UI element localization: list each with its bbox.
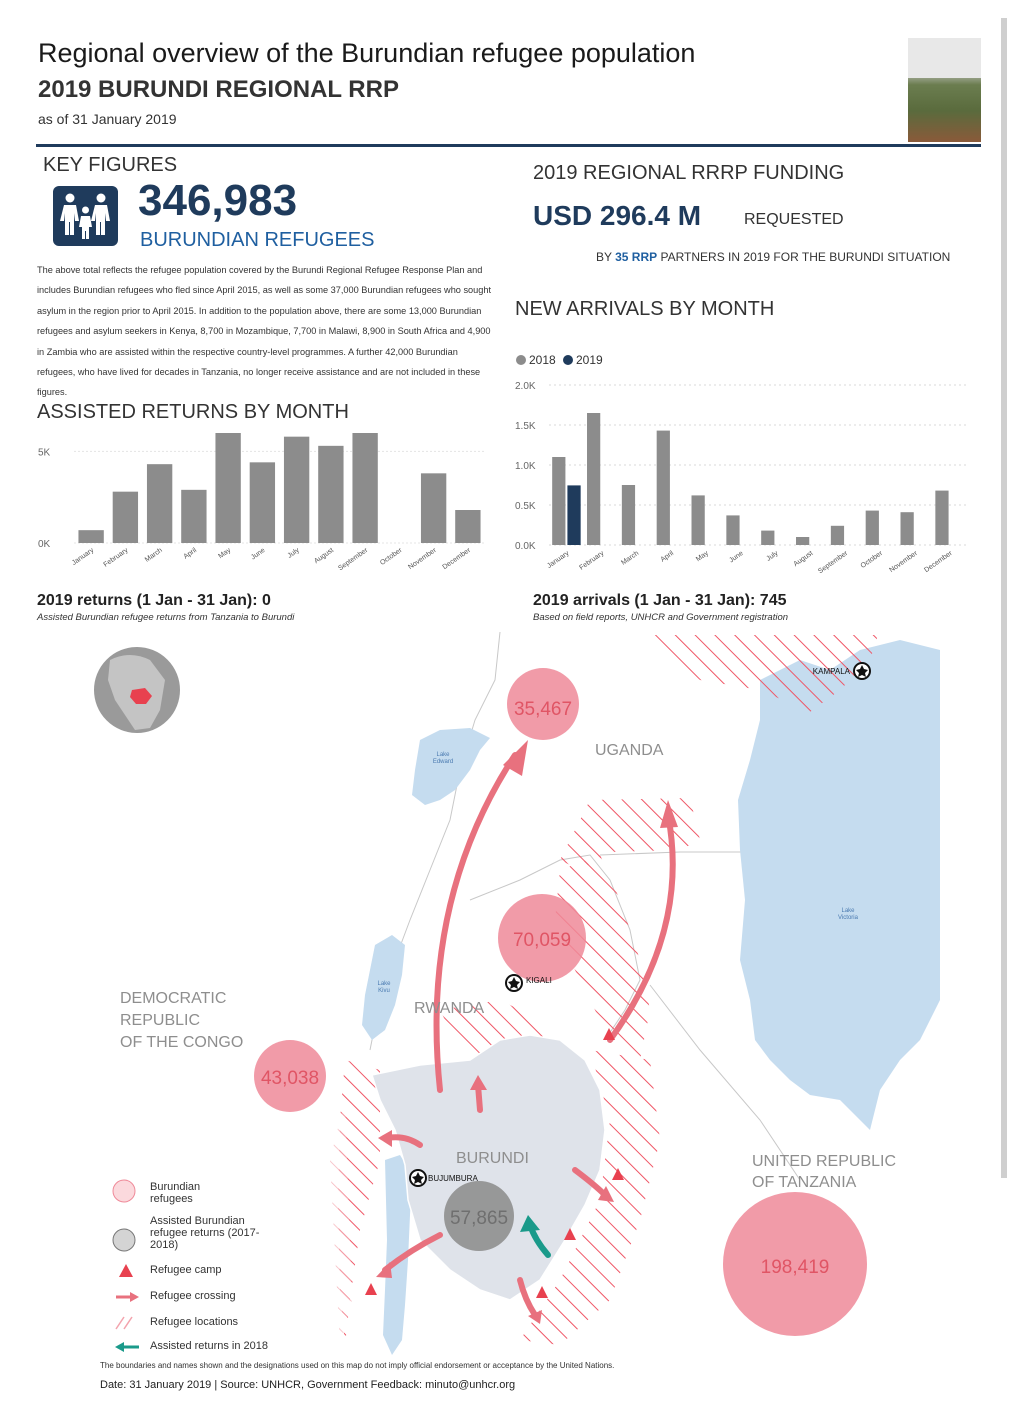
assisted-returns-heading: ASSISTED RETURNS BY MONTH xyxy=(37,401,349,423)
tanzania-bubble-value: 198,419 xyxy=(760,1257,830,1278)
arrivals-x-tick: April xyxy=(659,549,676,564)
new-arrivals-chart xyxy=(505,345,975,595)
arrowhead-drc xyxy=(378,1130,392,1147)
arrivals-x-tick: May xyxy=(695,549,710,564)
legend-return-arrow-icon xyxy=(112,1339,142,1355)
arrivals-2019-total: 2019 arrivals (1 Jan - 31 Jan): 745 xyxy=(533,592,787,609)
uganda-label: UGANDA xyxy=(595,742,664,759)
arrivals-bar-2018 xyxy=(552,457,565,545)
page-subtitle: 2019 BURUNDI REGIONAL RRP xyxy=(38,76,399,103)
arrivals-x-tick: September xyxy=(817,549,850,576)
arrivals-y-tick: 1.5K xyxy=(515,421,536,432)
as-of-date: as of 31 January 2019 xyxy=(38,111,177,127)
returns-bar xyxy=(181,490,206,543)
kigali-label: KIGALI xyxy=(526,976,552,985)
arrivals-x-tick: November xyxy=(888,549,919,575)
partners-suffix: PARTNERS IN 2019 FOR THE BURUNDI SITUATION xyxy=(657,250,951,264)
returns-bar xyxy=(147,464,172,543)
new-arrivals-heading: NEW ARRIVALS BY MONTH xyxy=(515,298,775,320)
drc-bubble-value: 43,038 xyxy=(260,1068,320,1089)
family-icon-glyph xyxy=(53,186,118,246)
arrivals-y-tick: 0.5K xyxy=(515,501,536,512)
arrivals-y-tick: 0.0K xyxy=(515,541,536,552)
drc-label-line3: OF THE CONGO xyxy=(120,1034,244,1051)
arrivals-bar-2018 xyxy=(796,537,809,545)
tanzania-label-line1: UNITED REPUBLIC xyxy=(752,1153,897,1170)
lake-victoria-label-1: Lake xyxy=(841,908,855,914)
arrivals-bar-2018 xyxy=(866,511,879,545)
legend-2018-dot xyxy=(516,355,526,365)
partners-count: 35 RRP xyxy=(615,250,658,264)
legend-assisted-returns-label: Assisted Burundian refugee returns (2017-2018) xyxy=(150,1215,260,1251)
tanzania-label-line2: OF TANZANIA xyxy=(752,1174,857,1191)
arrivals-bar-2018 xyxy=(831,526,844,545)
returns-x-labels xyxy=(71,547,473,573)
returns-x-tick: July xyxy=(286,546,301,560)
returns-bar xyxy=(318,446,343,543)
returns-2019-total: 2019 returns (1 Jan - 31 Jan): 0 xyxy=(37,592,271,609)
page-title: Regional overview of the Burundian refugee population xyxy=(38,38,696,68)
rwanda-bubble-value: 70,059 xyxy=(512,930,572,951)
funding-requested-label: REQUESTED xyxy=(744,211,844,228)
arrivals-x-tick: August xyxy=(792,549,815,569)
bujumbura-label: BUJUMBURA xyxy=(428,1174,478,1183)
returns-bar xyxy=(352,433,377,543)
legend-refugee-locations-label: Refugee locations xyxy=(150,1316,239,1328)
returns-bars xyxy=(78,433,480,543)
uganda-bubble-value: 35,467 xyxy=(513,699,573,720)
legend-returns-circle-icon xyxy=(112,1228,138,1254)
returns-x-tick: November xyxy=(407,546,438,572)
lake-kivu-label-1: Lake xyxy=(377,981,391,987)
camp-icon-4 xyxy=(536,1286,548,1298)
lake-victoria xyxy=(738,640,940,1130)
burundi-label: BURUNDI xyxy=(456,1150,529,1167)
lake-victoria-label-2: Victoria xyxy=(838,915,858,921)
arrivals-bar-2018 xyxy=(901,512,914,545)
page-scrollbar[interactable] xyxy=(1001,18,1007,1178)
returns-x-tick: April xyxy=(182,546,199,561)
arrivals-y-tick: 2.0K xyxy=(515,381,536,392)
rwanda-label: RWANDA xyxy=(414,1000,485,1017)
cover-band xyxy=(908,38,981,78)
map-disclaimer: The boundaries and names shown and the designations used on this map do not imply official endorsement or acceptance by the United Nations. xyxy=(100,1361,615,1370)
returns-bar xyxy=(455,510,480,543)
arrivals-note: Based on field reports, UNHCR and Government registration xyxy=(533,612,789,623)
funding-amount: USD 296.4 M xyxy=(533,200,702,231)
funding-heading: 2019 REGIONAL RRRP FUNDING xyxy=(533,162,845,184)
legend-camp-icon xyxy=(112,1263,138,1279)
lake-kivu-label-2: Kivu xyxy=(378,988,390,994)
assisted-returns-chart xyxy=(30,425,500,595)
burundi-returns-value: 57,865 xyxy=(449,1208,509,1229)
arrivals-bar-2018 xyxy=(587,413,600,545)
key-figures-heading: KEY FIGURES xyxy=(43,154,178,176)
arrivals-bar-2018 xyxy=(657,431,670,545)
arrivals-bar-2018 xyxy=(692,495,705,545)
legend-refugee-camp-label: Refugee camp xyxy=(150,1264,222,1276)
arrivals-legend xyxy=(516,353,603,367)
arrivals-y-tick: 1.0K xyxy=(515,461,536,472)
arrowhead-drc-south xyxy=(376,1262,392,1278)
arrivals-bar-2018 xyxy=(622,485,635,545)
arrivals-bar-2018 xyxy=(935,491,948,545)
header-divider xyxy=(36,144,981,147)
lake-edward-label-2: Edward xyxy=(432,759,454,765)
arrivals-bars xyxy=(552,413,948,545)
arrivals-x-tick: February xyxy=(578,549,606,572)
key-figures-description: The above total reflects the refugee population covered by the Burundi Regional Refugee Response Plan and includes Burundian refugees who fled since April 2015, as well as some 37,000 Burundian refugees who sought asylum in the region prior to April 2015. In addition to the population above, there are some 13,000 Burundian refugees and asylum seekers in Kenya, 8,700 in Mozambique, 7,700 in Malawi, 8,900 in South Africa and 4,900 in Zambia who are assisted within the respective country-level programmes. A further 42,000 Burundian refugees, who have lived for decades in Tanzania, no longer receive assistance and are not included in these figures. xyxy=(37,265,492,398)
returns-note: Assisted Burundian refugee returns from Tanzania to Burundi xyxy=(37,612,295,623)
legend-2018-label: 2018 xyxy=(529,353,556,367)
returns-x-tick: March xyxy=(143,546,164,564)
lake-edward-label-1: Lake xyxy=(436,752,450,758)
source-line: Date: 31 January 2019 | Source: UNHCR, Government Feedback: minuto@unhcr.org xyxy=(100,1379,516,1391)
returns-y-tick: 0K xyxy=(38,539,51,550)
total-refugees-figure: 346,983 xyxy=(138,176,298,225)
arrivals-x-tick: March xyxy=(620,549,641,567)
returns-bar xyxy=(284,437,309,543)
lake-edward xyxy=(412,728,490,805)
arrivals-bar-2019 xyxy=(567,485,580,545)
returns-x-tick: February xyxy=(102,546,130,569)
arrivals-bar-2018 xyxy=(761,531,774,545)
returns-bar xyxy=(113,492,138,543)
legend-assisted-returns-2018-label: Assisted returns in 2018 xyxy=(150,1340,269,1352)
camp-icon-5 xyxy=(365,1283,377,1295)
returns-x-tick: May xyxy=(217,546,233,561)
arrivals-x-tick: January xyxy=(546,549,571,570)
legend-2019-label: 2019 xyxy=(576,353,603,367)
returns-bar xyxy=(78,530,103,543)
kampala-label: KAMPALA xyxy=(812,667,850,676)
legend-refugee-circle-icon xyxy=(112,1179,138,1205)
legend-crossing-arrow-icon xyxy=(112,1289,142,1305)
returns-x-tick: January xyxy=(70,546,96,567)
uganda-refugee-zone-south xyxy=(560,798,700,870)
returns-x-tick: October xyxy=(379,546,404,567)
returns-x-tick: June xyxy=(250,546,267,562)
arrivals-x-tick: October xyxy=(859,549,885,570)
total-refugees-label: BURUNDIAN REFUGEES xyxy=(140,229,375,251)
returns-y-tick: 5K xyxy=(38,447,51,459)
arrivals-bar-2018 xyxy=(726,515,739,545)
family-icon xyxy=(53,186,118,246)
returns-bar xyxy=(215,433,240,543)
arrivals-x-tick: July xyxy=(765,549,780,563)
legend-refugee-crossing-label: Refugee crossing xyxy=(150,1290,236,1302)
legend-2019-dot xyxy=(563,355,573,365)
returns-x-tick: September xyxy=(337,546,370,573)
legend-burundian-refugees-label: Burundian refugees xyxy=(150,1181,201,1205)
legend-hatch-icon xyxy=(112,1315,138,1331)
returns-x-tick: December xyxy=(441,546,473,572)
arrivals-x-labels xyxy=(546,550,954,576)
arrivals-x-tick: June xyxy=(728,549,745,565)
arrivals-axis xyxy=(515,381,967,552)
rrp-cover-thumbnail xyxy=(908,38,981,142)
drc-label-line1: DEMOCRATIC xyxy=(120,990,227,1007)
returns-bar xyxy=(421,473,446,543)
drc-label-line2: REPUBLIC xyxy=(120,1012,201,1029)
inset-globe xyxy=(93,646,181,734)
returns-x-tick: August xyxy=(313,546,336,566)
kigali-marker xyxy=(506,975,552,991)
arrivals-x-tick: December xyxy=(923,549,954,575)
returns-bar xyxy=(250,462,275,543)
partners-prefix: BY xyxy=(596,250,616,264)
funding-partners-line xyxy=(596,250,950,264)
